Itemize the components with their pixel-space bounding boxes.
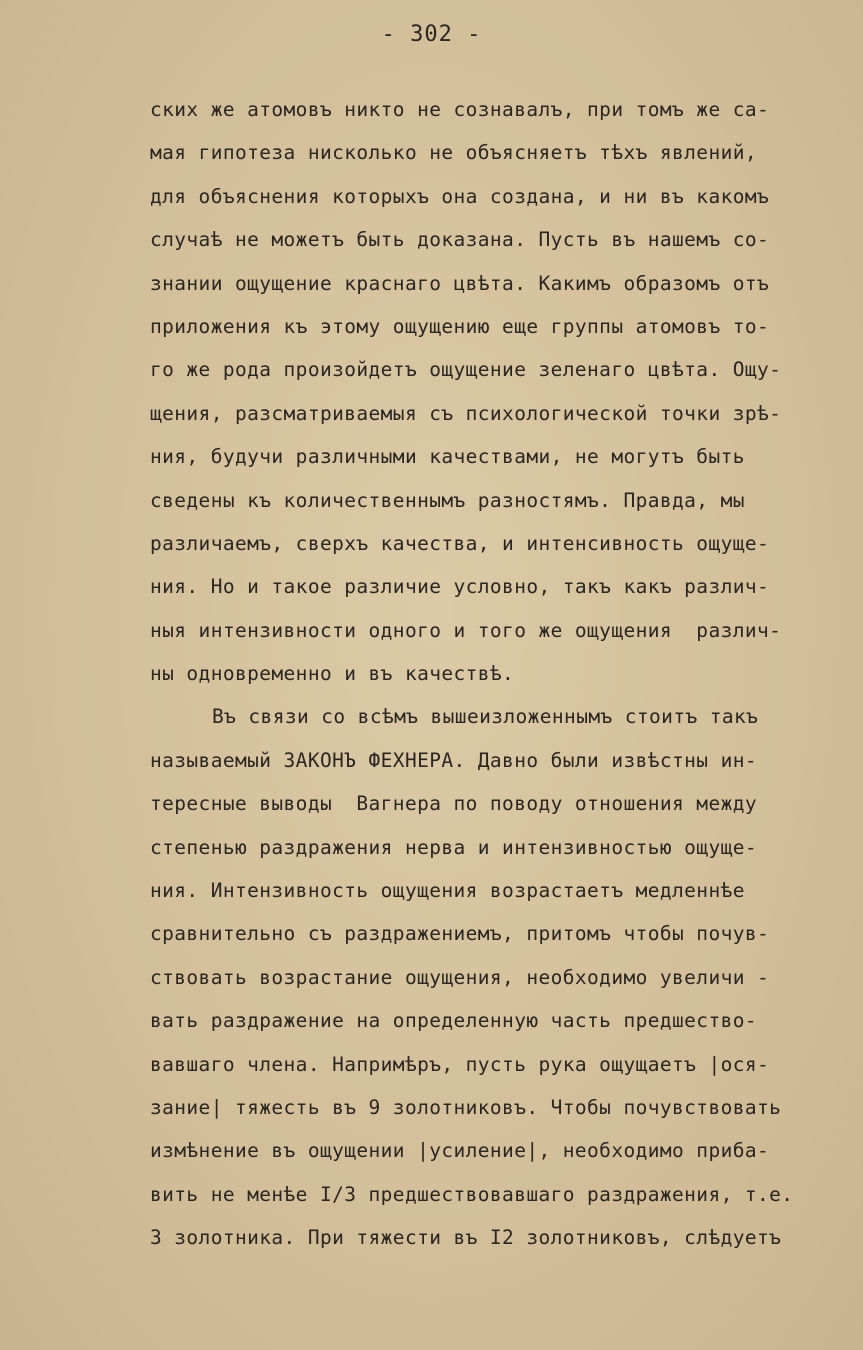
text-line: приложения къ этому ощущению еще группы атомовъ то- (150, 314, 770, 338)
text-line: вавшаго члена. Напримѣръ, пусть рука ощущаетъ |ося- (150, 1052, 770, 1076)
text-line: сравнительно съ раздражениемъ, притомъ чтобы почув- (150, 922, 770, 946)
text-line: ствовать возрастание ощущения, необходимо увеличи - (150, 965, 770, 989)
text-line: для объяснения которыхъ она создана, и ни въ какомъ (150, 184, 770, 208)
text-line: степенью раздражения нерва и интензивностью ощуще- (150, 835, 757, 859)
text-line: сведены къ количественнымъ разностямъ. Правда, мы (150, 488, 745, 512)
text-line: различаемъ, сверхъ качества, и интенсивность ощуще- (150, 531, 770, 555)
text-line: ских же атомовъ никто не сознавалъ, при томъ же са- (150, 98, 770, 121)
text-line: называемый ЗАКОНЪ ФЕХНЕРА. Давно были извѣстны ин- (150, 748, 757, 772)
text-line: зание| тяжесть въ 9 золотниковъ. Чтобы почувствовать (150, 1095, 782, 1119)
text-line: ныя интензивности одного и того же ощущения различ- (150, 618, 782, 642)
text-line: знании ощущение краснаго цвѣта. Какимъ образомъ отъ (150, 271, 770, 295)
text-line: Въ связи со всѣмъ вышеизложеннымъ стоитъ такъ (212, 705, 759, 729)
text-line: измѣнение въ ощущении |усиление|, необходимо приба- (150, 1139, 770, 1163)
text-line: вить не менѣе I/3 предшествовавшаго раздражения, т.е. (150, 1182, 794, 1206)
text-line: случаѣ не можетъ быть доказана. Пусть въ нашемъ со- (150, 228, 770, 252)
text-line: вать раздражение на определенную часть предшество- (150, 1009, 757, 1033)
paragraph-2 (150, 695, 862, 1259)
page-number: - 302 - (381, 22, 482, 47)
text-line: ны одновременно и въ качествѣ. (150, 662, 515, 686)
text-line: мая гипотеза нисколько не объясняетъ тѣхъ явлений, (150, 141, 757, 165)
text-line: ния. Но и такое различие условно, такъ какъ различ- (150, 575, 770, 599)
text-line: ния, будучи различными качествами, не могутъ быть (150, 445, 745, 469)
text-line: 3 золотника. При тяжести въ I2 золотниковъ, слѣдуетъ (150, 1226, 782, 1250)
text-line: щения, разсматриваемыя съ психологической точки зрѣ- (150, 401, 782, 425)
text-line: го же рода произойдетъ ощущение зеленаго цвѣта. Ощу- (150, 358, 782, 382)
paragraph-1 (150, 88, 862, 695)
text-line: ния. Интензивность ощущения возрастаетъ медленнѣе (150, 879, 745, 903)
text-line: тересные выводы Вагнера по поводу отношения между (150, 792, 757, 816)
body-text (150, 88, 862, 1260)
